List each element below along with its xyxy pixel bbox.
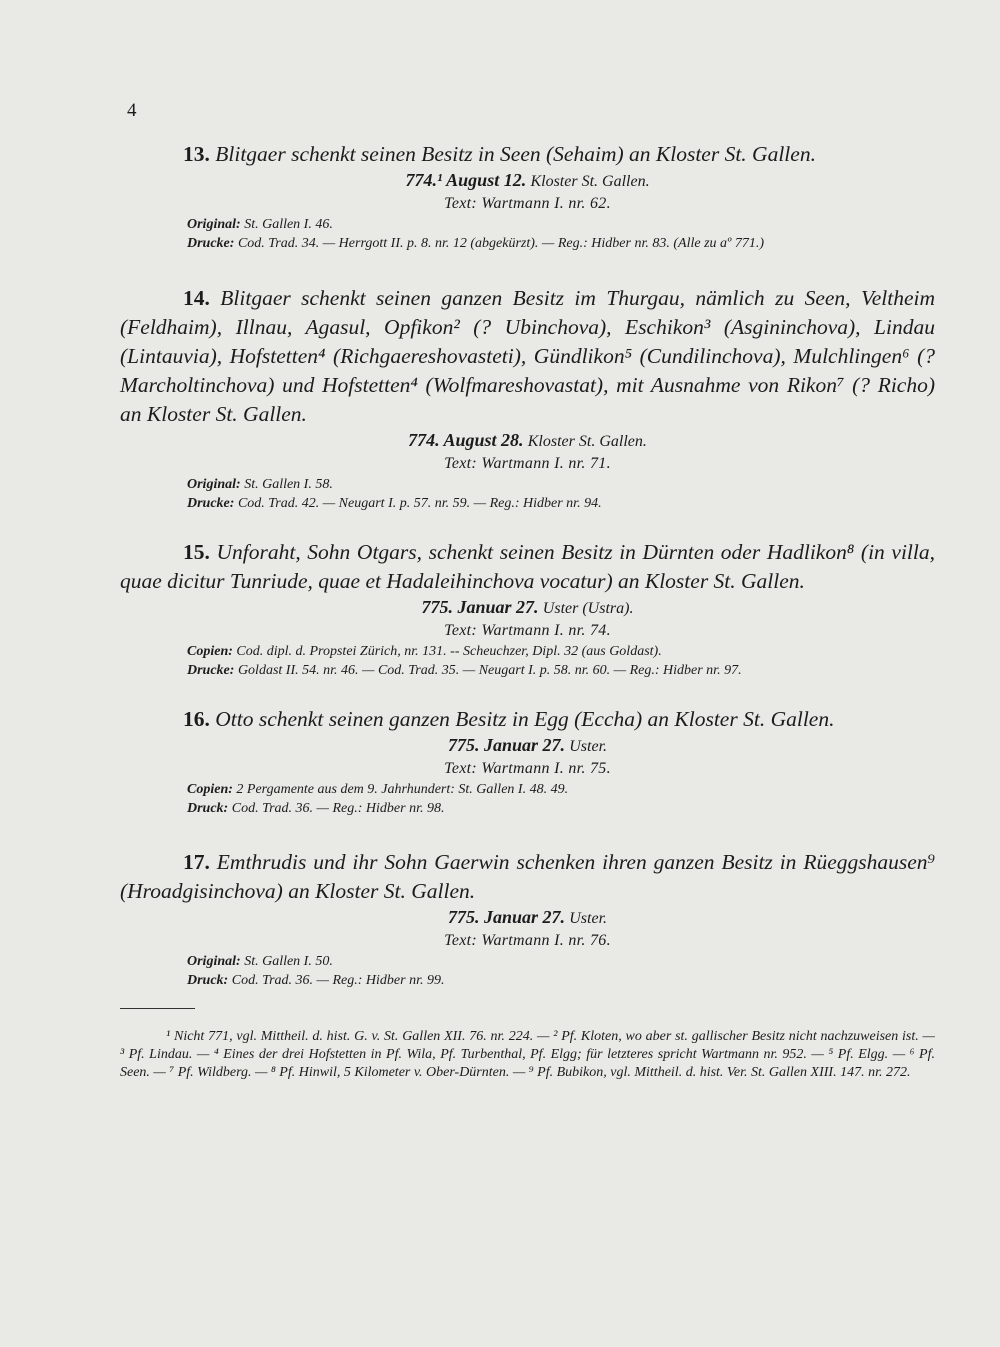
source-value: Cod. Trad. 34. — Herrgott II. p. 8. nr. 12 (abgekürzt). — Reg.: Hidber nr. 83. (Alle zu aº 771.) [237, 236, 765, 251]
entry-heading: Emthrudis und ihr Sohn Gaerwin schenken ihren ganzen Besitz in Rüeggshausen⁹ (Hroadgisinchova) an Kloster St. Gallen. [120, 850, 935, 903]
entry-text-ref: Text: Wartmann I. nr. 76. [444, 932, 611, 949]
source-label: Drucke: [187, 496, 235, 511]
source-value: Cod. dipl. d. Propstei Zürich, nr. 131. -- Scheuchzer, Dipl. 32 (aus Goldast). [236, 644, 662, 659]
entry-place: Kloster St. Gallen. [527, 433, 647, 450]
entry-place: Uster. [569, 738, 608, 755]
charter-entry [120, 538, 935, 680]
entry-place: Kloster St. Gallen. [530, 173, 650, 190]
entry-heading: Blitgaer schenkt seinen Besitz in Seen (Sehaim) an Kloster St. Gallen. [215, 142, 816, 166]
entry-text-ref: Text: Wartmann I. nr. 71. [444, 455, 611, 472]
charter-entry [120, 284, 935, 513]
entry-text-ref: Text: Wartmann I. nr. 62. [444, 195, 611, 212]
entry-date: 774. August 28. [408, 430, 524, 450]
footnote-text: ¹ Nicht 771, vgl. Mittheil. d. hist. G. v. St. Gallen XII. 76. nr. 224. — ² Pf. Kloten, wo aber st. gallischer Besitz nicht nachzuweisen ist. — ³ Pf. Lindau. — ⁴ Eines der drei Hofstetten in Pf. Wila, Pf. Turbenthal, Pf. Elgg; für letzteres spricht Wartmann nr. 952. — ⁵ Pf. Elgg. — ⁶ Pf. Seen. — ⁷ Pf. Wildberg. — ⁸ Pf. Hinwil, 5 Kilometer v. Ober-Dürnten. — ⁹ Pf. Bubikon, vgl. Mittheil. d. hist. Ver. St. Gallen XIII. 147. nr. 272. [120, 1029, 935, 1080]
source-label: Druck: [187, 973, 229, 988]
entry-number: 13. [183, 142, 210, 166]
source-label: Original: [187, 477, 241, 492]
entry-date: 775. Januar 27. [447, 907, 565, 927]
source-value: Goldast II. 54. nr. 46. — Cod. Trad. 35. — Neugart I. p. 58. nr. 60. — Reg.: Hidber nr. 97. [237, 663, 742, 678]
entry-text-ref: Text: Wartmann I. nr. 74. [444, 622, 611, 639]
entry-date: 775. Januar 27. [421, 597, 539, 617]
page-number: 4 [127, 100, 137, 121]
entry-place: Uster. [569, 910, 608, 927]
source-value: St. Gallen I. 50. [244, 954, 333, 969]
charter-entry [120, 848, 935, 990]
entry-number: 17. [183, 850, 210, 874]
source-value: St. Gallen I. 46. [244, 217, 333, 232]
charter-entry [120, 140, 935, 253]
source-label: Druck: [187, 801, 229, 816]
entry-heading: Unforaht, Sohn Otgars, schenkt seinen Besitz in Dürnten oder Hadlikon⁸ (in villa, quae dicitur Tunriude, quae et Hadaleihinchova vocatur) an Kloster St. Gallen. [120, 540, 935, 593]
entry-heading: Otto schenkt seinen ganzen Besitz in Egg (Eccha) an Kloster St. Gallen. [215, 707, 835, 731]
source-value: St. Gallen I. 58. [244, 477, 333, 492]
source-label: Copien: [187, 644, 233, 659]
entry-heading: Blitgaer schenkt seinen ganzen Besitz im Thurgau, nämlich zu Seen, Veltheim (Feldhaim), Illnau, Agasul, Opfikon² (? Ubinchova), Eschikon³ (Asgininchova), Lindau (Lintauvia), Hofstetten⁴ (Richgaereshovasteti), Gündlikon⁵ (Cundilinchova), Mulchlingen⁶ (? Marcholtinchova) und Hofstetten⁴ (Wolfmareshovastat), mit Ausnahme von Rikon⁷ (? Richo) an Kloster St. Gallen. [120, 286, 935, 426]
entry-place: Uster (Ustra). [542, 600, 634, 617]
source-value: 2 Pergamente aus dem 9. Jahrhundert: St. Gallen I. 48. 49. [236, 782, 569, 797]
entry-number: 14. [183, 286, 210, 310]
source-label: Original: [187, 954, 241, 969]
source-value: Cod. Trad. 36. — Reg.: Hidber nr. 99. [231, 973, 445, 988]
source-value: Cod. Trad. 36. — Reg.: Hidber nr. 98. [231, 801, 445, 816]
entry-text-ref: Text: Wartmann I. nr. 75. [444, 760, 611, 777]
source-label: Drucke: [187, 236, 235, 251]
entry-number: 15. [183, 540, 210, 564]
charter-entry [120, 705, 935, 818]
source-label: Original: [187, 217, 241, 232]
entry-date: 775. Januar 27. [447, 735, 565, 755]
footnotes [120, 1028, 935, 1082]
entry-date: 774.¹ August 12. [405, 170, 527, 190]
source-label: Copien: [187, 782, 233, 797]
source-value: Cod. Trad. 42. — Neugart I. p. 57. nr. 59. — Reg.: Hidber nr. 94. [237, 496, 602, 511]
source-label: Drucke: [187, 663, 235, 678]
entry-number: 16. [183, 707, 210, 731]
footnote-rule [120, 1008, 195, 1009]
